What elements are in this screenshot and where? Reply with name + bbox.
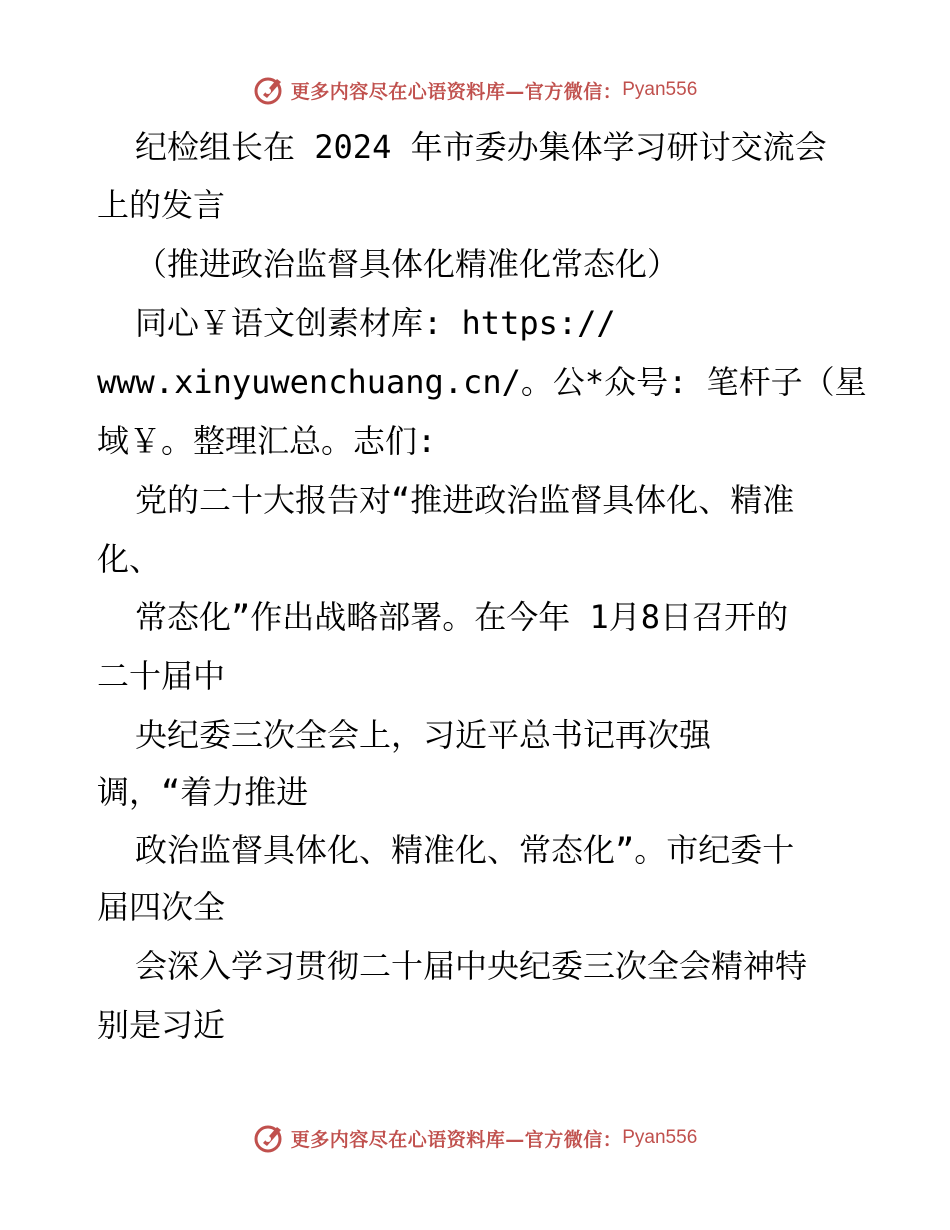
footer-banner	[0, 1118, 950, 1158]
banner-contact: Pyan556	[622, 1127, 698, 1148]
banner-text: 更多内容尽在心语资料库—官方微信：	[290, 80, 623, 103]
text-line: 央纪委三次全会上，习近平总书记再次强	[135, 716, 712, 754]
text-line: 域￥。整理汇总。志们:	[97, 422, 437, 460]
pen-circle-logo-icon	[253, 73, 287, 107]
header-banner	[0, 70, 950, 110]
pen-circle-logo-icon	[253, 1121, 287, 1155]
text-line: 同心￥语文创素材库: https://	[135, 304, 616, 342]
text-line: 二十届中	[97, 657, 226, 695]
banner-contact: Pyan556	[622, 79, 698, 100]
text-line: 政治监督具体化、精准化、常态化”。市纪委十	[135, 831, 795, 869]
subtitle-line: （推进政治监督具体化精准化常态化）	[135, 245, 680, 283]
banner-text: 更多内容尽在心语资料库—官方微信：	[290, 1128, 623, 1151]
title-line-1: 纪检组长在 2024 年市委办集体学习研讨交流会	[135, 128, 827, 166]
title-line-2: 上的发言	[97, 186, 226, 224]
text-line: 会深入学习贯彻二十届中央纪委三次全会精神特	[135, 947, 808, 985]
text-line: 届四次全	[97, 888, 226, 926]
text-line: www.xinyuwenchuang.cn/。公*众号: 笔杆子（星	[97, 363, 867, 401]
text-line: 化、	[97, 540, 162, 578]
text-line: 常态化”作出战略部署。在今年 1月8日召开的	[135, 598, 789, 636]
text-line: 别是习近	[97, 1006, 226, 1044]
text-line: 党的二十大报告对“推进政治监督具体化、精准	[135, 481, 795, 519]
text-line: 调，“着力推进	[97, 773, 309, 811]
